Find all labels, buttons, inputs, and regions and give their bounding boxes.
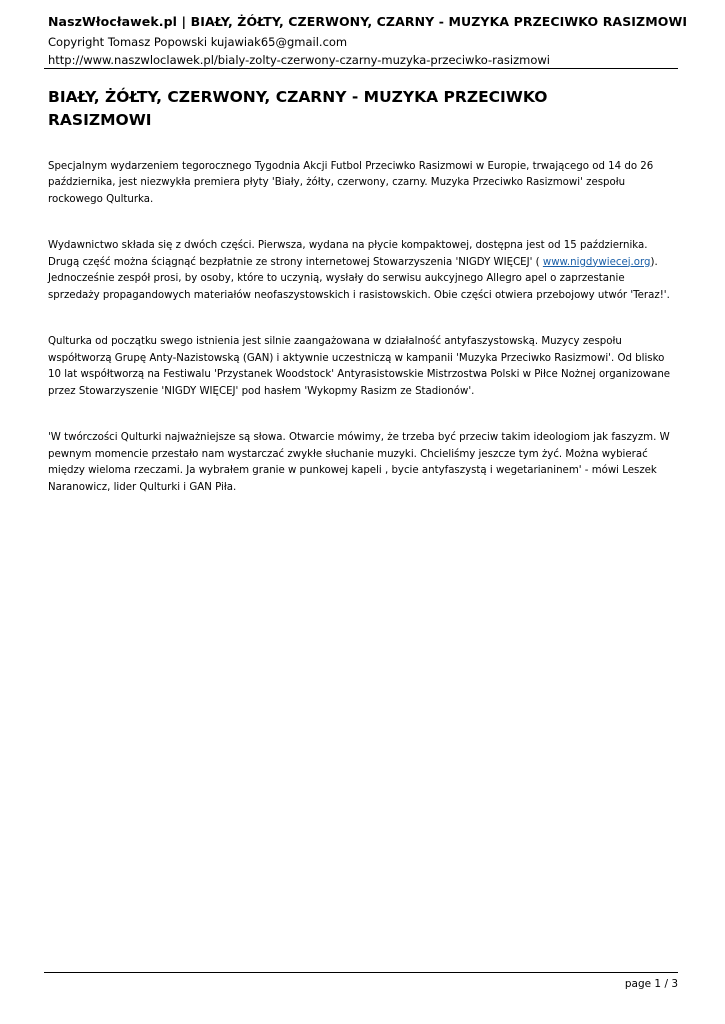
paragraph-4: 'W twórczości Qulturki najważniejsze są słowa. Otwarcie mówimy, że trzeba być przeciw takim ideologiom jak faszyzm. W pewnym momencie przestało nam wystarczać zwykłe słuchanie muzyki. Chcieliśmy jeszcze tym żyć. Można wybierać między wieloma rzeczami. Ja wybrałem granie w punkowej kapeli , bycie antyfaszystą i wegetarianinem' - mówi Leszek Naranowicz, lider Qulturki i GAN Piła.	[48, 432, 670, 493]
paragraph-3: Qulturka od początku swego istnienia jest silnie zaangażowana w działalność antyfaszystowską. Muzycy zespołu współtworzą Grupę Anty-Nazistowską (GAN) i aktywnie uczestniczą w kampanii 'Muzyka Przeciwko Rasizmowi'. Od blisko 10 lat współtworzą na Festiwalu 'Przystanek Woodstock' Antyrasistowskie Mistrzostwa Polski w Piłce Nożnej organizowane przez Stowarzyszenie 'NIGDY WIĘCEJ' pod hasłem 'Wykopmy Rasizm ze Stadionów'.	[48, 336, 671, 397]
header-url: http://www.naszwloclawek.pl/bialy-zolty-czerwony-czarny-muzyka-przeciwko-rasizmowi	[48, 52, 550, 67]
nigdywiecej-link[interactable]: www.nigdywiecej.org	[542, 256, 651, 268]
page-title: BIAŁY, ŻÓŁTY, CZERWONY, CZARNY - MUZYKA PRZECIWKO RASIZMOWI	[48, 88, 548, 130]
page-number-label: page 1 / 3	[624, 978, 678, 990]
page-footer	[44, 978, 678, 990]
header-copyright: Copyright Tomasz Popowski kujawiak65@gmail.com	[48, 34, 348, 49]
page-header	[48, 14, 688, 68]
paragraph-2	[48, 238, 672, 304]
paragraph-2-text-after-link: ). Jednocześnie zespół prosi, by osoby, które to uczynią, wysłały do serwisu aukcyjnego Allegro apel o zaprzestanie sprzedaży propagandowych materiałów neofaszystowskich i rasistowskich. Obie części otwiera przebojowy utwór 'Teraz!'.	[48, 256, 670, 301]
document-body	[48, 86, 678, 496]
footer-divider	[44, 972, 678, 973]
paragraph-1: Specjalnym wydarzeniem tegorocznego Tygodnia Akcji Futbol Przeciwko Rasizmowi w Europie, trwającego od 14 do 26 października, jest niezwykła premiera płyty 'Biały, żółty, czerwony, czarny. Muzyka Przeciwko Rasizmowi' zespołu rockowego Qulturka.	[48, 160, 654, 205]
header-title: NaszWłocławek.pl | BIAŁY, ŻÓŁTY, CZERWONY, CZARNY - MUZYKA PRZECIWKO RASIZMOWI	[48, 14, 688, 29]
paragraph-2-text-before-link: Wydawnictwo składa się z dwóch części. Pierwsza, wydana na płycie kompaktowej, dostępna jest od 15 października. Drugą część można ściągnąć bezpłatnie ze strony internetowej Stowarzyszenia 'NIGDY WIĘCEJ' (	[48, 240, 648, 268]
header-divider	[44, 68, 678, 69]
